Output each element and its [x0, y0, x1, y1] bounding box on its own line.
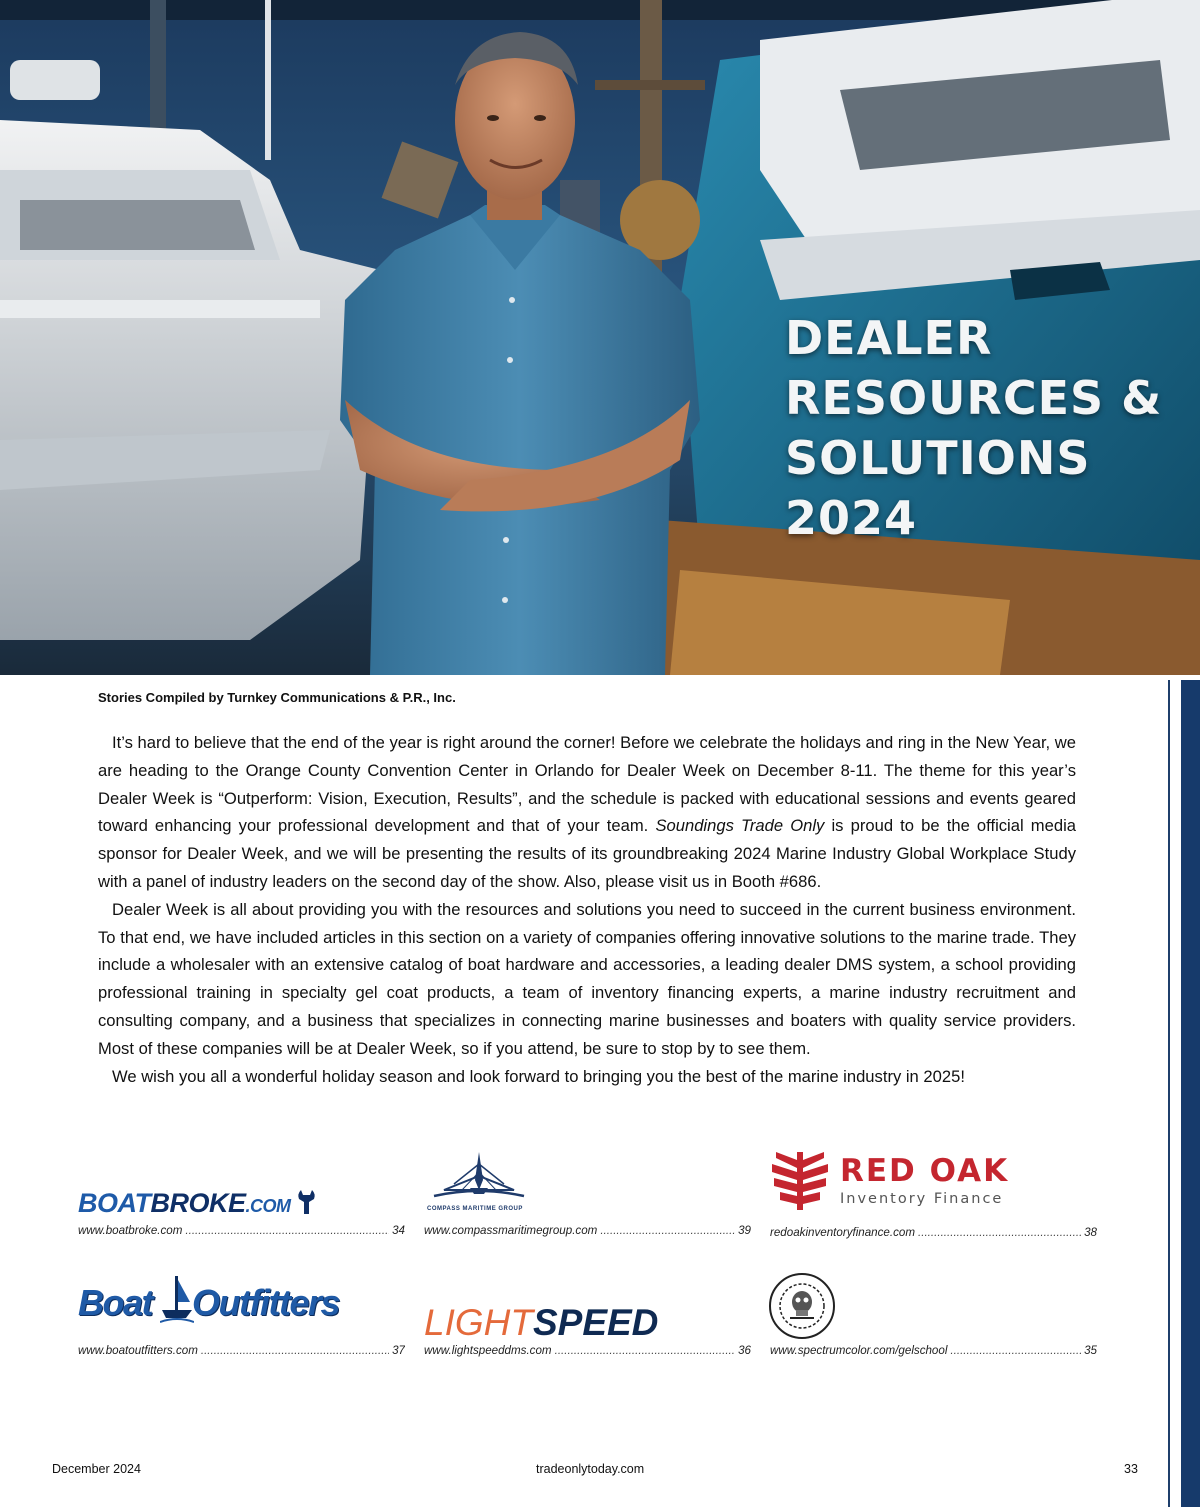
compass-entry[interactable]: [424, 1224, 751, 1237]
outfitters-logo-boat: Boat: [78, 1282, 152, 1323]
spectrum-seal-icon: [768, 1272, 836, 1340]
article-p1-text-b: is proud to be the official media sponsor for Dealer Week, and we will be presenting the results of its groundbreaking 2024 Marine Industry Global Workplace Study with a panel of industry leaders on the second day of the show. Also, please visit us in Booth #686.: [98, 816, 1076, 891]
byline: Stories Compiled by Turnkey Communications & P.R., Inc.: [98, 690, 456, 705]
wrench-icon: [295, 1188, 317, 1216]
side-accent-bar: [1181, 680, 1200, 1507]
boatbroke-logo-boat: BOAT: [78, 1188, 151, 1218]
compass-rose-icon: [424, 1150, 534, 1206]
footer-page-number: 33: [1124, 1462, 1138, 1476]
lightspeed-logo-speed: SPEED: [532, 1302, 659, 1343]
lightspeed-logo[interactable]: [424, 1302, 658, 1344]
redoak-page: 38: [1084, 1226, 1097, 1239]
boatbroke-url[interactable]: www.boatbroke.com: [78, 1224, 183, 1237]
spectrum-url[interactable]: www.spectrumcolor.com/gelschool: [770, 1344, 948, 1357]
outfitters-url[interactable]: www.boatoutfitters.com: [78, 1344, 198, 1357]
compass-maritime-logo[interactable]: [424, 1150, 534, 1216]
red-oak-logo-name: RED OAK: [840, 1153, 1010, 1189]
lightspeed-page: 36: [738, 1344, 751, 1357]
redoak-url[interactable]: redoakinventoryfinance.com: [770, 1226, 916, 1239]
article-body: [98, 729, 1076, 1090]
red-oak-logo-sub: Inventory Finance: [840, 1191, 1004, 1207]
hero-title-line-2: RESOURCES &: [785, 371, 1163, 425]
footer-site[interactable]: tradeonlytoday.com: [536, 1462, 645, 1476]
spectrum-gel-school-logo[interactable]: [768, 1272, 836, 1340]
footer-date: December 2024: [52, 1462, 141, 1476]
redoak-entry[interactable]: [770, 1226, 1097, 1239]
hero-photo: [0, 0, 1200, 675]
boatbroke-logo-com: .COM: [245, 1196, 291, 1216]
boatbroke-page: 34: [392, 1224, 405, 1237]
article-p1-text-a: It’s hard to believe that the end of the year is right around the corner! Before we celebrate the holidays and ring in the New Year, we are heading to the Orange County Convention Center in Orlando for Dealer Week on December 8-11. The theme for this year’s Dealer Week is “Outperform: Vision, Execution, Results”, and the schedule is packed with educational sessions and events geared toward enhancing your professional development and that of your team.: [98, 733, 1076, 836]
article-paragraph-1: [98, 729, 1076, 896]
boatbroke-entry[interactable]: [78, 1224, 405, 1237]
boat-outfitters-logo[interactable]: [78, 1276, 338, 1332]
red-oak-leaf-icon: [770, 1148, 830, 1212]
boat-icon: [160, 1276, 194, 1324]
red-oak-logo[interactable]: [840, 1153, 1009, 1207]
hero-title-line-4: 2024: [785, 491, 918, 545]
outfitters-page: 37: [392, 1344, 405, 1357]
publication-name: Soundings Trade Only: [655, 816, 825, 836]
outfitters-entry[interactable]: [78, 1344, 405, 1357]
boatbroke-logo-broke: BROKE: [150, 1188, 246, 1218]
compass-url[interactable]: www.compassmaritimegroup.com: [424, 1224, 598, 1237]
boatbroke-logo[interactable]: [78, 1188, 317, 1219]
hero-title-line-1: DEALER: [785, 311, 993, 365]
lightspeed-logo-light: LIGHT: [424, 1302, 533, 1343]
article-paragraph-2: Dealer Week is all about providing you with the resources and solutions you need to succeed in the current business environment. To that end, we have included articles in this section on a variety of companies offering innovative solutions to the marine trade. They include a wholesaler with an extensive catalog of boat hardware and accessories, a leading dealer DMS system, a school providing professional training in specialty gel coat products, a team of inventory financing experts, a marine industry recruitment and consulting company, and a business that specializes in connecting marine businesses and boaters with quality service providers. Most of these companies will be at Dealer Week, so if you attend, be sure to stop by to see them.: [98, 899, 1076, 1058]
lightspeed-url[interactable]: www.lightspeeddms.com: [424, 1344, 552, 1357]
spectrum-page: 35: [1084, 1344, 1097, 1357]
outfitters-logo-outfitters: Outfitters: [192, 1282, 339, 1323]
side-rule: [1168, 680, 1170, 1507]
compass-page: 39: [738, 1224, 751, 1237]
lightspeed-entry[interactable]: [424, 1344, 751, 1357]
hero-title-line-3: SOLUTIONS: [785, 431, 1091, 485]
compass-logo-text: COMPASS MARITIME GROUP: [427, 1206, 523, 1212]
spectrum-entry[interactable]: [770, 1344, 1097, 1357]
hero-title: [785, 308, 1162, 548]
article-paragraph-3: We wish you all a wonderful holiday season and look forward to bringing you the best of the marine industry in 2025!: [112, 1066, 965, 1086]
